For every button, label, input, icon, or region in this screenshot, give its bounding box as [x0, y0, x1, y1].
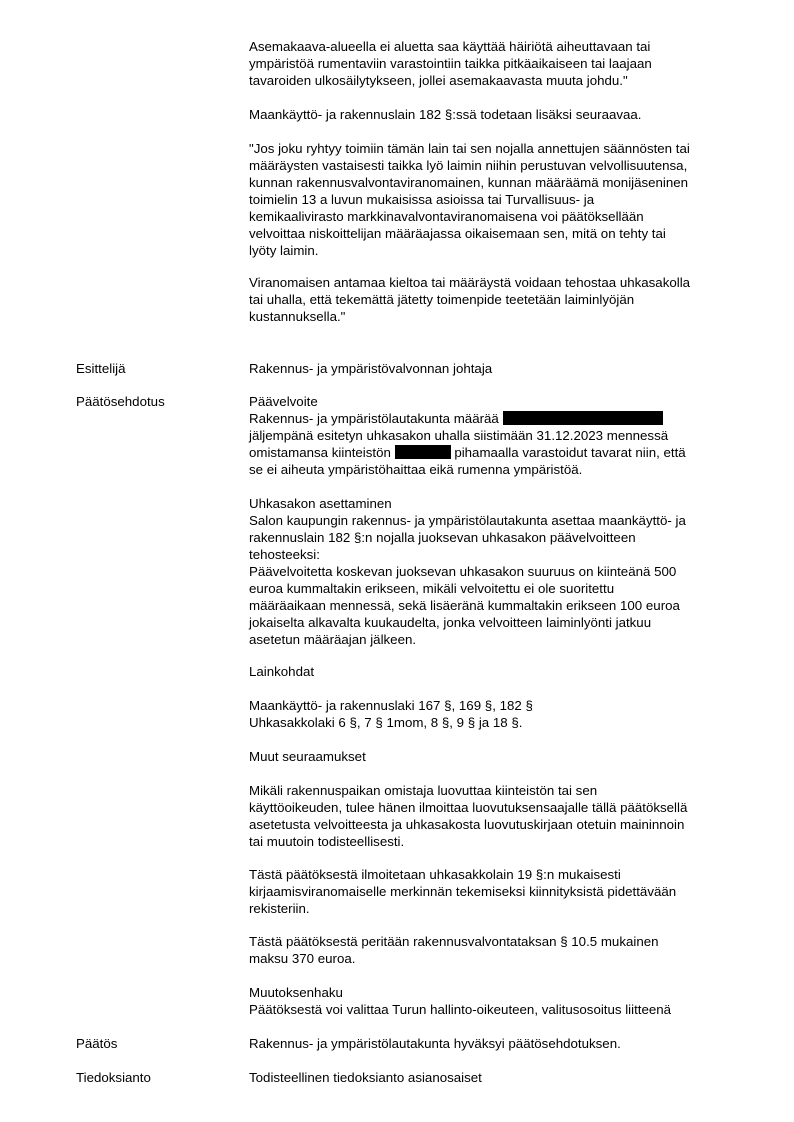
- uhkasakko-section: [249, 495, 749, 648]
- uhkasakko-text: Salon kaupungin rakennus- ja ympäristölautakunta asettaa maankäyttö- ja rakennuslain 182 §:n nojalla juoksevan uhkasakon päävelvoitteen tehosteeksi: Päävelvoitetta koskevan juoksevan uhkasakon suuruus on kiinteänä 500 euroa kummaltakin erikseen, mikäli velvoitettu ei ole suoritettu määräaikaan mennessä, sekä lisäeränä kummaltakin erikseen 100 euroa jokaiselta alkavalta kuukaudelta, jonka velvoitteen laiminlyönti jatkuu asetetun määräajan jälkeen.: [249, 513, 686, 647]
- muut-paragraph-1-block: [249, 782, 749, 850]
- muut-paragraph-1: Mikäli rakennuspaikan omistaja luovuttaa kiinteistön tai sen käyttöoikeuden, tulee hänen ilmoittaa luovutuksensaajalle tällä päätöksellä asetetusta velvoitteesta ja uhkasakosta luovutuskirjaan otetuin maininnoin tai muutoin todisteellisesti.: [249, 783, 688, 849]
- muut-seuraamukset-heading: Muut seuraamukset: [249, 749, 366, 764]
- muutoksenhaku-heading: Muutoksenhaku: [249, 985, 343, 1000]
- muut-paragraph-3-block: [249, 933, 749, 967]
- tiedoksianto-label: Tiedoksianto: [76, 1070, 151, 1085]
- muut-paragraph-3: Tästä päätöksestä peritään rakennusvalvontataksan § 10.5 mukainen maksu 370 euroa.: [249, 934, 659, 966]
- intro-quote-section: [249, 38, 749, 89]
- lainkohdat-text: Maankäyttö- ja rakennuslaki 167 §, 169 §, 182 § Uhkasakkolaki 6 §, 7 § 1mom, 8 §, 9 § ja 18 §.: [249, 698, 533, 730]
- paavelvoite-line-3-text-b: pihamaalla varastoidut tavarat niin, että: [454, 445, 686, 460]
- muut-seuraamukset-section: [249, 748, 749, 765]
- law-182-section: [249, 106, 749, 123]
- paatos-label: Päätös: [76, 1036, 118, 1051]
- tiedoksianto-value: Todisteellinen tiedoksianto asianosaiset: [249, 1070, 482, 1085]
- esittelija-value: Rakennus- ja ympäristövalvonnan johtaja: [249, 361, 493, 376]
- paavelvoite-line-1: [249, 410, 749, 427]
- muut-paragraph-2: Tästä päätöksestä ilmoitetaan uhkasakkolain 19 §:n mukaisesti kirjaamisviranomaiselle merkinnän tekemiseksi kiinnityksistä pidettävään rekisteriin.: [249, 867, 677, 916]
- intro-quote-text: Asemakaava-alueella ei aluetta saa käyttää häiriötä aiheuttavaan tai ympäristöä rumentaviin varastointiin taikka pitkäaikaiseen tai laajaan tavaroiden ulkosäilytykseen, jollei asemakaavasta muuta johdu.": [249, 39, 652, 88]
- law-182-quote-block-2: [249, 274, 749, 325]
- paatos-value: Rakennus- ja ympäristölautakunta hyväksyi päätösehdotuksen.: [249, 1036, 621, 1051]
- paavelvoite-heading: Päävelvoite: [249, 394, 318, 409]
- lainkohdat-section: [249, 663, 749, 680]
- muutoksenhaku-section: [249, 984, 749, 1018]
- paavelvoite-line-3-text-a: omistamansa kiinteistön: [249, 445, 391, 460]
- redacted-name-block: [503, 411, 663, 425]
- law-182-intro: Maankäyttö- ja rakennuslain 182 §:ssä todetaan lisäksi seuraavaa.: [249, 107, 642, 122]
- paatosehdotus-label: Päätösehdotus: [76, 394, 165, 409]
- esittelija-label: Esittelijä: [76, 361, 126, 376]
- uhkasakko-heading: Uhkasakon asettaminen: [249, 496, 392, 511]
- law-182-quote-paragraph-1: "Jos joku ryhtyy toimiin tämän lain tai sen nojalla annettujen säännösten tai määräysten vastaisesti taikka lyö laimin niihin perustuvan velvollisuutensa, kunnan rakennusvalvontaviranomainen, kunnan määräämä monijäseninen toimielin 13 a luvun mukaisissa asioissa tai Turvallisuus- ja kemikaalivirasto markkinavalvontaviranomaisena voi päätöksellään velvoittaa niskoittelijan määräajassa oikaisemaan sen, mitä on tehty tai lyöty laimin.: [249, 141, 690, 258]
- lainkohdat-heading: Lainkohdat: [249, 664, 315, 679]
- redacted-property-block: [395, 445, 451, 459]
- paavelvoite-line-1-text: Rakennus- ja ympäristölautakunta määrää: [249, 411, 499, 426]
- paavelvoite-line-4: se ei aiheuta ympäristöhaittaa eikä rumenna ympäristöä.: [249, 462, 583, 477]
- muutoksenhaku-text: Päätöksestä voi valittaa Turun hallinto-oikeuteen, valitusosoitus liitteenä: [249, 1002, 672, 1017]
- lainkohdat-list: [249, 697, 749, 731]
- muut-paragraph-2-block: [249, 866, 749, 917]
- paavelvoite-section: [249, 393, 749, 478]
- paavelvoite-line-2: jäljempänä esitetyn uhkasakon uhalla siistimään 31.12.2023 mennessä: [249, 428, 669, 443]
- paavelvoite-line-3: [249, 444, 749, 461]
- law-182-quote-paragraph-2: Viranomaisen antamaa kieltoa tai määräystä voidaan tehostaa uhkasakolla tai uhalla, että tekemättä jätetty toimenpide teetetään laiminlyöjän kustannuksella.": [249, 275, 691, 324]
- law-182-quote-block: [249, 140, 749, 259]
